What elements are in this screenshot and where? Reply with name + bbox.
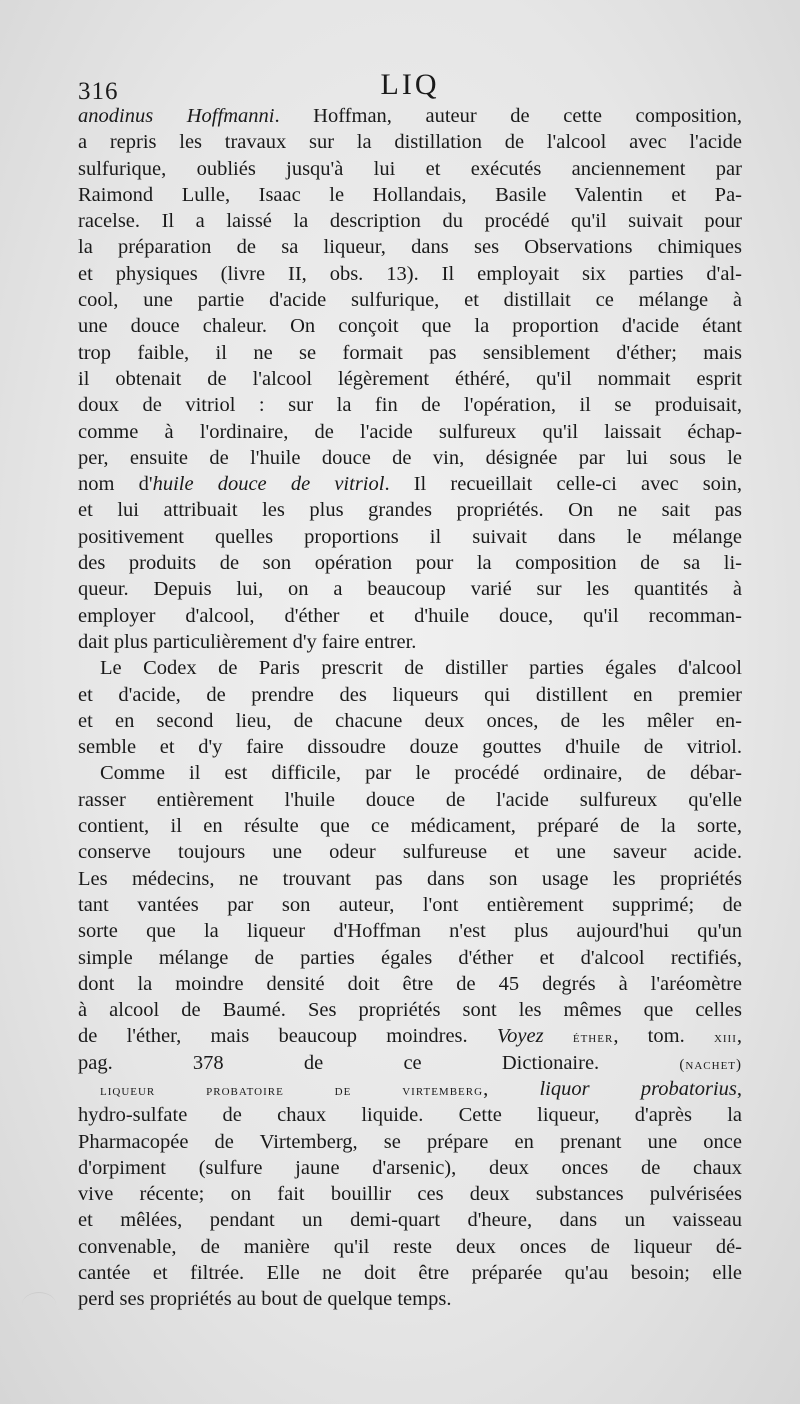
text-segment: liqueur probatoire de virtemberg xyxy=(100,1082,484,1099)
text-line xyxy=(78,813,742,839)
text-line xyxy=(78,156,742,182)
text-segment: convenable, de manière qu'il reste deux onces de liqueur dé- xyxy=(78,1235,742,1258)
text-segment: à alcool de Baumé. Ses propriétés sont les mêmes que celles xyxy=(78,999,742,1022)
text-segment: . Hoffman, auteur de cette composition, xyxy=(274,105,742,127)
text-line xyxy=(78,129,742,155)
text-line xyxy=(78,550,742,576)
text-segment: perd ses propriétés au bout de quelque temps. xyxy=(78,1288,452,1311)
text-line xyxy=(78,1207,742,1233)
text-line xyxy=(78,945,742,971)
text-segment: queur. Depuis lui, on a beaucoup varié sur les quantités à xyxy=(78,578,742,601)
paper-mark xyxy=(22,1292,56,1317)
text-line xyxy=(78,760,742,786)
text-segment: doux de vitriol : sur la fin de l'opération, il se produisait, xyxy=(78,394,742,417)
text-segment: et physiques (livre II, obs. 13). Il employait six parties d'al- xyxy=(78,262,742,285)
text-segment: rasser entièrement l'huile douce de l'acide sulfureux qu'elle xyxy=(78,788,742,811)
text-segment: a repris les travaux sur la distillation de l'alcool avec l'acide xyxy=(78,131,742,154)
text-segment: tant vantées par son auteur, l'ont entièrement supprimé; de xyxy=(78,893,742,916)
text-line xyxy=(78,682,742,708)
page-header xyxy=(78,68,742,108)
text-line xyxy=(78,708,742,734)
text-segment: d'orpiment (sulfure jaune d'arsenic), deux onces de chaux xyxy=(78,1156,742,1179)
text-segment: , xyxy=(483,1077,540,1100)
text-line xyxy=(78,629,742,655)
text-segment: , xyxy=(736,1025,742,1048)
text-line xyxy=(78,392,742,418)
text-segment: Les médecins, ne trouvant pas dans son usage les propriétés xyxy=(78,867,742,890)
text-line xyxy=(78,419,742,445)
text-line xyxy=(78,1023,742,1049)
text-line xyxy=(78,261,742,287)
text-segment: la préparation de sa liqueur, dans ses Observations chimiques xyxy=(78,236,742,259)
text-segment: des produits de son opération pour la composition de sa li- xyxy=(78,552,742,575)
text-line xyxy=(78,1155,742,1181)
text-line xyxy=(78,787,742,813)
text-segment: per, ensuite de l'huile douce de vin, désignée par lui sous le xyxy=(78,446,742,469)
text-segment: Raimond Lulle, Isaac le Hollandais, Basile Valentin et Pa- xyxy=(78,183,742,206)
text-line xyxy=(78,971,742,997)
text-line xyxy=(78,445,742,471)
text-line xyxy=(78,497,742,523)
text-segment: anodinus Hoffmanni xyxy=(78,105,275,127)
text-line xyxy=(78,182,742,208)
text-line xyxy=(78,839,742,865)
text-line xyxy=(78,1181,742,1207)
text-segment: une douce chaleur. On conçoit que la proportion d'acide étant xyxy=(78,315,742,338)
text-segment: positivement quelles proportions il suivait dans le mélange xyxy=(78,525,742,548)
text-line xyxy=(78,1076,742,1102)
text-line xyxy=(78,313,742,339)
text-segment: cool, une partie d'acide sulfurique, et distillait ce mélange à xyxy=(78,289,742,312)
text-line xyxy=(78,1234,742,1260)
text-segment: pag. 378 de ce Dictionaire. xyxy=(78,1051,600,1074)
running-head: LIQ xyxy=(380,68,440,101)
text-segment: et lui attribuait les plus grandes propriétés. On ne sait pas xyxy=(78,499,742,522)
text-segment: huile douce de vitriol xyxy=(152,473,385,496)
text-line xyxy=(78,208,742,234)
text-segment: liquor probatorius xyxy=(539,1077,737,1100)
text-line xyxy=(78,1050,742,1076)
text-segment: sulfurique, oubliés jusqu'à lui et exécutés anciennement par xyxy=(78,157,742,180)
text-line xyxy=(78,1260,742,1286)
body-text xyxy=(78,103,742,1313)
text-segment: de l'éther, mais beaucoup moindres. xyxy=(78,1025,497,1048)
text-line xyxy=(78,734,742,760)
text-segment: éther xyxy=(572,1030,614,1047)
text-segment: il obtenait de l'alcool légèrement éthéré, qu'il nommait esprit xyxy=(78,367,742,390)
text-segment: racelse. Il a laissé la description du procédé qu'il suivait pour xyxy=(78,210,742,233)
text-segment: cantée et filtrée. Elle ne doit être préparée qu'au besoin; elle xyxy=(78,1262,742,1285)
text-line xyxy=(78,234,742,260)
text-segment: contient, il en résulte que ce médicament, préparé de la sorte, xyxy=(78,815,742,838)
text-segment: (nachet) xyxy=(679,1056,742,1073)
text-segment: vive récente; on fait bouillir ces deux substances pulvérisées xyxy=(78,1183,742,1206)
text-segment: employer d'alcool, d'éther et d'huile douce, qu'il recomman- xyxy=(78,604,742,627)
text-segment: dait plus particulièrement d'y faire entrer. xyxy=(78,630,417,653)
text-line xyxy=(78,1286,742,1312)
text-segment: semble et d'y faire dissoudre douze gouttes d'huile de vitriol. xyxy=(78,736,742,759)
text-segment: trop faible, il ne se formait pas sensiblement d'éther; mais xyxy=(78,341,742,364)
text-segment: nom d' xyxy=(78,473,153,496)
text-line xyxy=(78,576,742,602)
text-segment: comme à l'ordinaire, de l'acide sulfureux qu'il laissait échap- xyxy=(78,420,742,443)
text-segment: xiii xyxy=(713,1030,737,1047)
text-line xyxy=(78,471,742,497)
text-segment: et en second lieu, de chacune deux onces, de les mêler en- xyxy=(78,709,742,732)
text-line xyxy=(78,340,742,366)
text-segment: , tom. xyxy=(613,1025,714,1048)
text-line xyxy=(78,1102,742,1128)
text-segment: sorte que la liqueur d'Hoffman n'est plus aujourd'hui qu'un xyxy=(78,920,742,943)
text-segment: Pharmacopée de Virtemberg, se prépare en prenant une once xyxy=(78,1130,742,1153)
text-segment: et d'acide, de prendre des liqueurs qui distillent en premier xyxy=(78,683,742,706)
text-line xyxy=(78,287,742,313)
text-segment: Le Codex de Paris prescrit de distiller parties égales d'alcool xyxy=(100,657,742,680)
text-segment: hydro-sulfate de chaux liquide. Cette liqueur, d'après la xyxy=(78,1104,742,1127)
text-segment: simple mélange de parties égales d'éther et d'alcool rectifiés, xyxy=(78,946,742,969)
text-segment: . Il recueillait celle-ci avec soin, xyxy=(384,473,742,496)
text-line xyxy=(78,1129,742,1155)
text-segment: Voyez xyxy=(496,1025,544,1048)
text-line xyxy=(78,603,742,629)
text-line xyxy=(78,655,742,681)
text-segment: Comme il est difficile, par le procédé ordinaire, de débar- xyxy=(100,762,742,785)
text-line xyxy=(78,366,742,392)
text-line xyxy=(78,524,742,550)
text-segment: , xyxy=(736,1077,742,1100)
text-segment: conserve toujours une odeur sulfureuse et une saveur acide. xyxy=(78,841,742,864)
text-segment: dont la moindre densité doit être de 45 degrés à l'aréomètre xyxy=(78,972,742,995)
text-segment xyxy=(544,1025,573,1047)
text-line xyxy=(78,918,742,944)
page-number: 316 xyxy=(78,78,119,105)
text-line xyxy=(78,892,742,918)
text-line xyxy=(78,103,742,129)
text-segment: et mêlées, pendant un demi-quart d'heure, dans un vaisseau xyxy=(78,1209,742,1232)
text-line xyxy=(78,997,742,1023)
text-segment xyxy=(599,1052,679,1074)
text-line xyxy=(78,866,742,892)
